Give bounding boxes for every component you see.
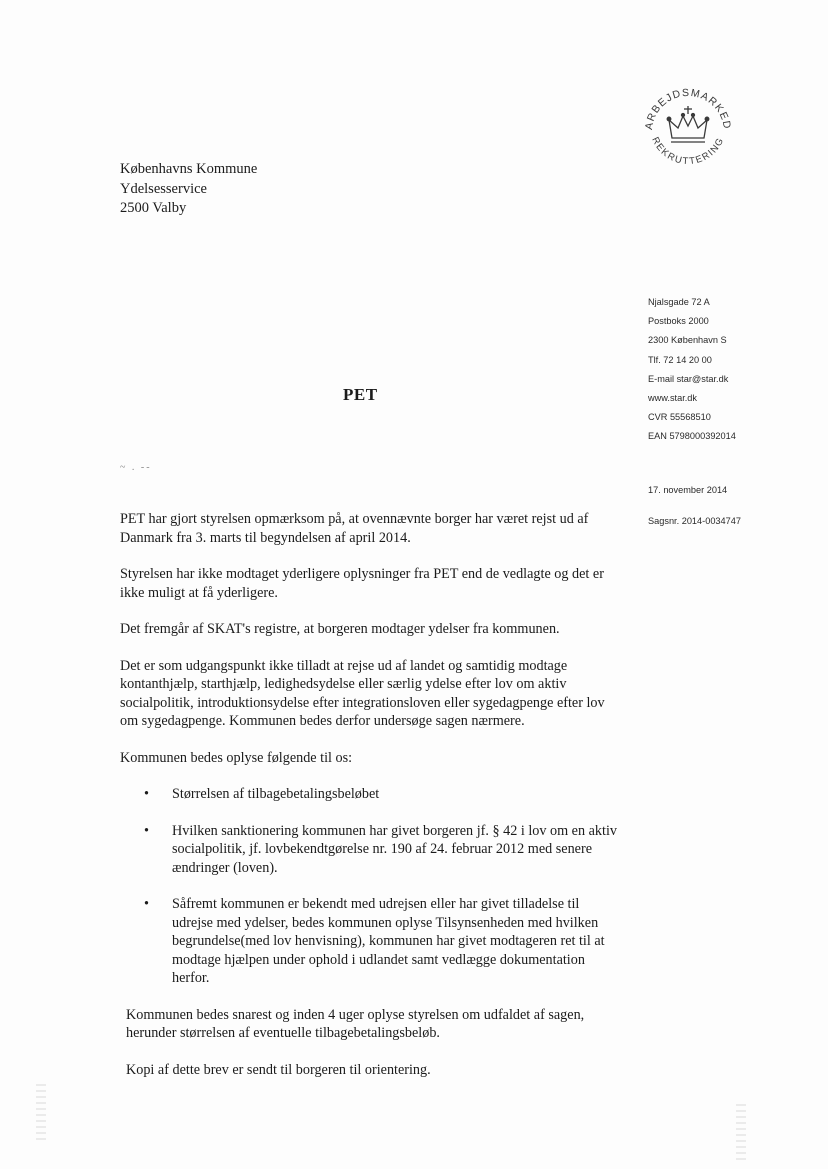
sender-line: EAN 5798000392014 (648, 431, 736, 442)
scan-artifact (736, 1100, 746, 1160)
body-paragraph: Kommunen bedes oplyse følgende til os: (120, 749, 353, 766)
recipient-address (120, 160, 257, 219)
svg-text:ARBEJDSMARKED: ARBEJDSMARKED (642, 86, 734, 131)
sender-line: 2300 København S (648, 335, 727, 346)
sender-line: Tlf. 72 14 20 00 (648, 354, 712, 365)
sender-line: CVR 55568510 (648, 412, 711, 423)
agency-seal-logo (636, 76, 740, 180)
letter-body (120, 510, 620, 1097)
body-paragraph: Styrelsen har ikke modtaget yderligere oplysninger fra PET end de vedlagte og det er ikke muligt at få yderligere. (120, 566, 604, 601)
bullet-icon: • (144, 786, 149, 802)
list-item-text: Hvilken sanktionering kommunen har givet borgeren jf. § 42 i lov om en aktiv socialpolitik, jf. lovbekendtgørelse nr. 190 af 24. februar 2012 med senere ændringer (loven). (172, 822, 617, 876)
request-list (120, 785, 620, 988)
list-item (142, 822, 620, 878)
sender-line: E-mail star@star.dk (648, 373, 729, 384)
crown-icon (667, 106, 709, 142)
recipient-line: Ydelsesservice (120, 180, 207, 197)
case-number: Sagsnr. 2014-0034747 (648, 516, 741, 526)
body-paragraph: Det fremgår af SKAT's registre, at borgeren modtager ydelser fra kommunen. (120, 621, 560, 637)
list-item-text: Størrelsen af tilbagebetalingsbeløbet (172, 786, 380, 802)
closing-paragraph: Kommunen bedes snarest og inden 4 uger oplyse styrelsen om udfaldet af sagen, herunder størrelsen af eventuelle tilbagebetalingsbeløb. (126, 1006, 585, 1041)
svg-text:REKRUTTERING: REKRUTTERING (649, 135, 727, 168)
redacted-smudge: ~ . -- (120, 462, 152, 473)
closing-paragraph: Kopi af dette brev er sendt til borgeren til orientering. (126, 1061, 431, 1078)
bullet-icon: • (144, 896, 149, 912)
sender-line: www.star.dk (648, 393, 698, 404)
list-item (142, 895, 620, 988)
list-item (142, 785, 620, 804)
scan-artifact (36, 1080, 46, 1140)
bullet-icon: • (144, 822, 149, 839)
recipient-line: 2500 Valby (120, 200, 187, 216)
body-paragraph: PET har gjort styrelsen opmærksom på, at ovennævnte borger har været rejst ud af Danmark fra 3. marts til begyndelsen af april 2014. (120, 511, 589, 546)
letter-date: 17. november 2014 (648, 485, 728, 495)
sender-contact-block (648, 293, 736, 447)
recipient-line: Københavns Kommune (120, 161, 258, 177)
list-item-text: Såfremt kommunen er bekendt med udrejsen eller har givet tilladelse til udrejse med ydelser, bedes kommunen oplyse Tilsynsenheden med hvilken begrundelse(med lov henvisning), kommunen har givet modtageren ret til at modtage hjælpen under ophold i udlandet samt vedlægge dokumentation herfor. (172, 896, 605, 986)
body-paragraph: Det er som udgangspunkt ikke tilladt at rejse ud af landet og samtidig modtage kontanthjælp, starthjælp, ledighedsydelse eller særlig ydelse efter lov om aktiv socialpolitik, introduktionsydelse efter integrationsloven eller sygedagpenge efter lov om sygedagpenge. Kommunen bedes derfor undersøge sagen nærmere. (120, 657, 605, 729)
sender-line: Postboks 2000 (648, 316, 709, 327)
letter-heading: PET (343, 385, 378, 404)
sender-line: Njalsgade 72 A (648, 297, 710, 307)
